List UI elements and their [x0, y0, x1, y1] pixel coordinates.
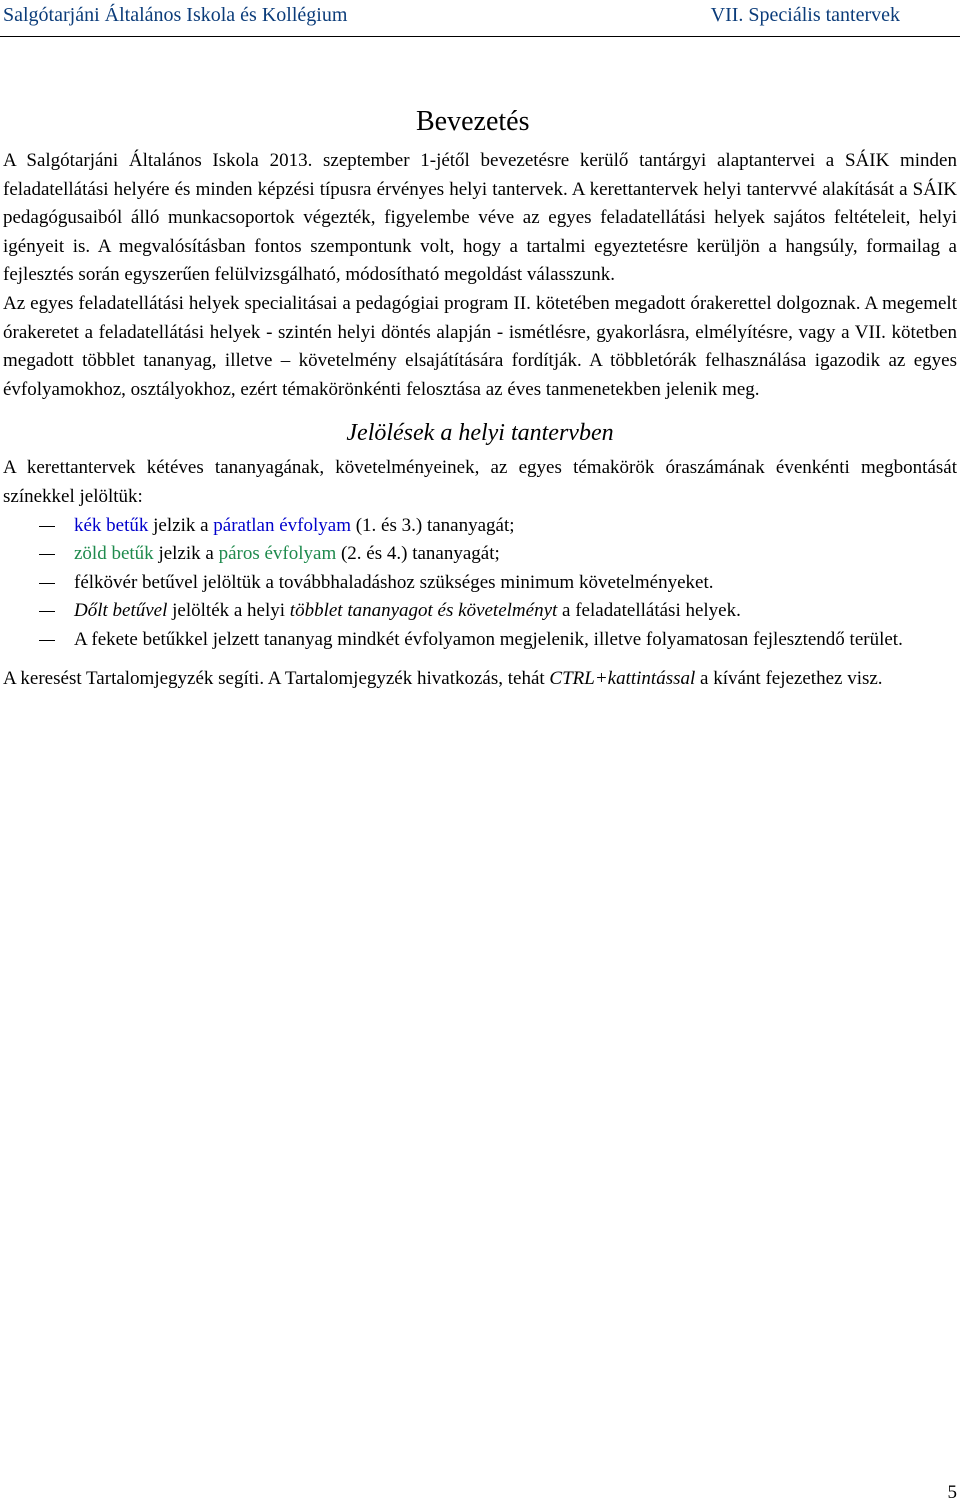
header-volume-title: VII. Speciális tantervek — [710, 4, 900, 26]
legend-text: jelzik a — [148, 514, 214, 536]
dash-bullet-icon — [39, 583, 55, 584]
spacer — [3, 655, 957, 665]
header-divider — [0, 36, 960, 37]
subsection-title: Jelölések a helyi tantervben — [346, 420, 614, 447]
legend-item-blue — [3, 512, 957, 541]
legend-blue-text: kék betűk — [74, 514, 149, 536]
legend-text: jelzik a — [153, 543, 219, 565]
search-text: A keresést Tartalomjegyzék segíti. A Tartalomjegyzék hivatkozás, tehát — [3, 667, 550, 689]
legend-text: (1. és 3.) tananyagát; — [350, 514, 515, 536]
intro-paragraph-2: Az egyes feladatellátási helyek specialitásai a pedagógiai program II. kötetében megadott órakerettel dolgoznak. A megemelt órakeretet a feladatellátási helyek - szintén helyi döntés alapján - ismétlésre, gyakorlásra, elmélyítésre, vagy a VII. kötetben megadott többlet tananyag, illetve – követelmény elsajátítására fordítják. A többletórák felhasználása igazodik az egyes évfolyamokhoz, osztályokhoz, ezért témakörönkénti felosztása az éves tanmenetekben jelenik meg. — [3, 292, 957, 400]
legend-intro: A kerettantervek kétéves tananyagának, követelményeinek, az egyes témakörök óraszámának évenkénti megbontását színekkel jelöltük: — [3, 457, 957, 507]
legend-list — [3, 512, 957, 655]
legend-item-bold — [3, 569, 957, 598]
section-title: Bevezetés — [416, 106, 530, 137]
dash-bullet-icon — [39, 526, 55, 527]
legend-green-text: zöld betűk — [74, 543, 154, 565]
search-italic-text: CTRL+kattintással — [549, 667, 696, 689]
legend-italic-text: többlet tananyagot és követelményt — [289, 600, 558, 622]
legend-item-italic — [3, 597, 957, 626]
dash-bullet-icon — [39, 640, 55, 641]
dash-bullet-icon — [39, 554, 55, 555]
legend-green-text: páros évfolyam — [218, 543, 337, 565]
legend-text: A fekete betűkkel jelzett tananyag mindkét évfolyamon megjelenik, illetve folyamatosan fejlesztendő terület. — [74, 628, 903, 650]
header-school-name: Salgótarjáni Általános Iskola és Kollégium — [3, 4, 348, 26]
legend-text: a feladatellátási helyek. — [557, 600, 741, 622]
legend-text: jelöltük a továbbhaladáshoz szükséges minimum követelményeket. — [197, 571, 714, 593]
document-body — [3, 147, 957, 693]
dash-bullet-icon — [39, 611, 55, 612]
search-text: a kívánt fejezethez visz. — [695, 667, 883, 689]
legend-item-black — [3, 626, 957, 655]
legend-bold-text: félkövér betűvel — [74, 571, 198, 593]
page-header — [3, 4, 900, 30]
legend-text: jelölték a helyi — [167, 600, 290, 622]
legend-italic-text: Dőlt betűvel — [74, 600, 168, 622]
legend-item-green — [3, 540, 957, 569]
search-paragraph — [3, 665, 957, 694]
legend-text: (2. és 4.) tananyagát; — [336, 543, 500, 565]
legend-blue-text: páratlan évfolyam — [213, 514, 351, 536]
intro-paragraph-1: A Salgótarjáni Általános Iskola 2013. szeptember 1-jétől bevezetésre kerülő tantárgyi alaptantervei a SÁIK minden feladatellátási helyére és minden képzési típusra érvényes helyi tantervek. A kerettantervek helyi tantervvé alakítását a SÁIK pedagógusaiból álló munkacsoportok végezték, figyelembe véve az egyes feladatellátási helyek sajátos feltételeit, helyi igényeit is. A megvalósításban fontos szempontunk volt, hogy a tartalmi egyeztetésre kerüljön a hangsúly, formailag a fejlesztés során egyszerűen felülvizsgálható, módosítható megoldást válasszunk. — [3, 150, 957, 286]
page-number: 5 — [947, 1482, 957, 1503]
